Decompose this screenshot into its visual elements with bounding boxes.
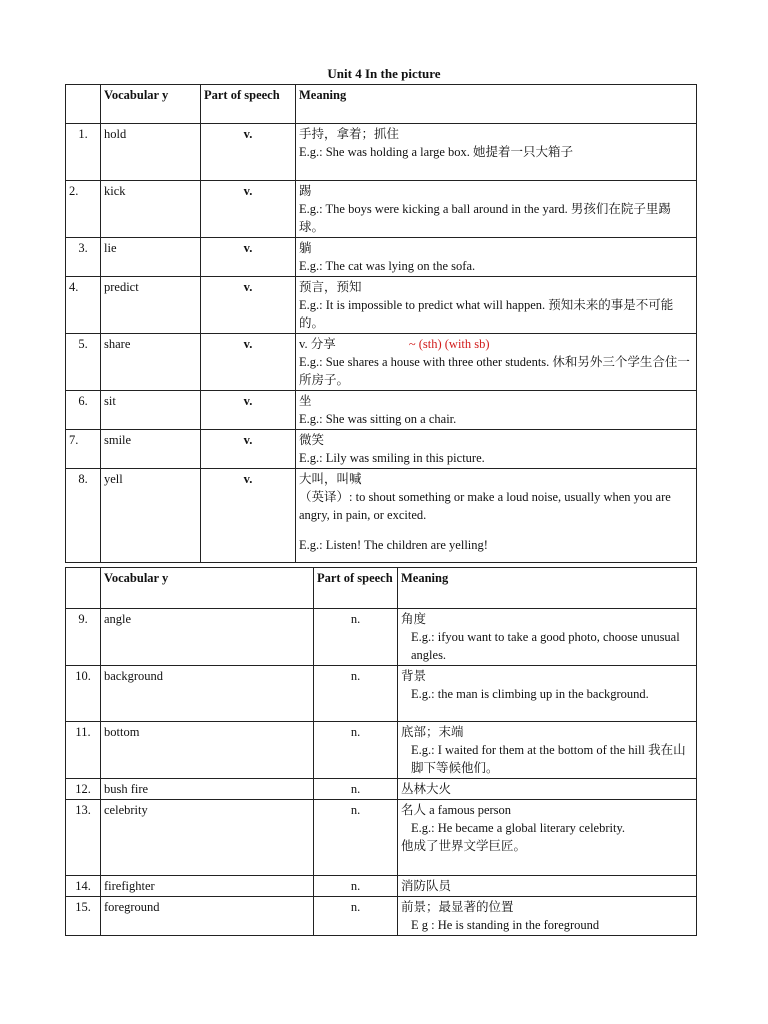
- header-number: [66, 85, 101, 124]
- row-meaning-cell: [296, 391, 697, 430]
- row-number: 2.: [66, 181, 101, 238]
- row-number: 15.: [66, 897, 101, 936]
- row-meaning-cell: [296, 181, 697, 238]
- row-meaning-cell: [296, 430, 697, 469]
- page-title: Unit 4 In the picture: [327, 66, 441, 81]
- row-meaning: 预言，预知: [299, 280, 362, 294]
- row-word: smile: [101, 430, 201, 469]
- row-word: share: [101, 334, 201, 391]
- row-definition: （英译）: to shout something or make a loud noise, usually when you are angry, in pain, or excited.: [299, 490, 671, 522]
- header-number: [66, 568, 101, 609]
- row-pos: n.: [314, 800, 398, 876]
- row-number: 10.: [66, 666, 101, 722]
- row-meaning: 消防队员: [401, 879, 452, 893]
- row-meaning: 底部；末端: [401, 725, 464, 739]
- row-meaning: 坐: [299, 394, 312, 408]
- row-number: 8.: [66, 469, 101, 563]
- table-row: [66, 897, 697, 936]
- row-meaning: 微笑: [299, 433, 325, 447]
- header-meaning: Meaning: [398, 568, 697, 609]
- row-meaning: 角度: [401, 612, 427, 626]
- vocabulary-table-verbs: [65, 84, 697, 563]
- table-row: [66, 469, 697, 563]
- row-example: E.g.: She was holding a large box. 她提着一只大箱子: [299, 145, 574, 159]
- row-meaning-cell: [398, 779, 697, 800]
- row-number: 1.: [66, 124, 101, 181]
- row-meaning-cell: [296, 124, 697, 181]
- header-part-of-speech: Part of speech: [314, 568, 398, 609]
- table-row: [66, 666, 697, 722]
- row-pos: v.: [201, 391, 296, 430]
- row-word: celebrity: [101, 800, 314, 876]
- row-meaning: v. 分享: [299, 337, 336, 351]
- row-pos: v.: [201, 277, 296, 334]
- row-meaning-cell: [398, 609, 697, 666]
- table-row: [66, 876, 697, 897]
- row-word: sit: [101, 391, 201, 430]
- row-example: E.g.: the man is climbing up in the background.: [411, 687, 649, 701]
- row-meaning: 躺: [299, 241, 312, 255]
- row-meaning: 名人 a famous person: [401, 803, 512, 817]
- vocabulary-table-nouns: [65, 567, 697, 936]
- row-meaning-cell: [296, 277, 697, 334]
- row-example: E.g.: Sue shares a house with three other students. 休和另外三个学生合住一所房子。: [299, 355, 690, 387]
- row-meaning-cell: [398, 876, 697, 897]
- row-meaning: 丛林大火: [401, 782, 452, 796]
- row-pos: n.: [314, 609, 398, 666]
- row-example: E.g.: The boys were kicking a ball around in the yard. 男孩们在院子里踢球。: [299, 202, 671, 234]
- header-part-of-speech: Part of speech: [201, 85, 296, 124]
- row-number: 14.: [66, 876, 101, 897]
- table-row: [66, 238, 697, 277]
- row-example: E.g.: ifyou want to take a good photo, choose unusual angles.: [411, 630, 680, 662]
- table-row: [66, 124, 697, 181]
- row-example: E.g.: He became a global literary celebrity.: [411, 821, 626, 835]
- table-header-row: [66, 85, 697, 124]
- table-row: [66, 334, 697, 391]
- header-vocabulary: Vocabular y: [101, 568, 314, 609]
- row-number: 3.: [66, 238, 101, 277]
- row-word: angle: [101, 609, 314, 666]
- table-row: [66, 430, 697, 469]
- row-word: firefighter: [101, 876, 314, 897]
- row-usage-note: ~ (sth) (with sb): [408, 337, 490, 351]
- row-meaning: 背景: [401, 669, 427, 683]
- row-pos: v.: [201, 334, 296, 391]
- row-meaning-cell: [296, 469, 697, 563]
- row-pos: n.: [314, 666, 398, 722]
- row-number: 6.: [66, 391, 101, 430]
- row-meaning-cell: [398, 666, 697, 722]
- row-translation: 他成了世界文学巨匠。: [401, 839, 527, 853]
- row-example: E.g.: She was sitting on a chair.: [299, 412, 457, 426]
- row-word: background: [101, 666, 314, 722]
- row-number: 11.: [66, 722, 101, 779]
- header-meaning: Meaning: [296, 85, 697, 124]
- row-pos: v.: [201, 469, 296, 563]
- row-number: 5.: [66, 334, 101, 391]
- table-row: [66, 277, 697, 334]
- row-meaning-cell: [296, 334, 697, 391]
- row-example: E g : He is standing in the foreground: [411, 918, 600, 932]
- row-number: 4.: [66, 277, 101, 334]
- row-pos: v.: [201, 181, 296, 238]
- row-word: hold: [101, 124, 201, 181]
- row-meaning-cell: [398, 800, 697, 876]
- row-word: bottom: [101, 722, 314, 779]
- row-word: bush fire: [101, 779, 314, 800]
- row-meaning: 前景；最显著的位置: [401, 900, 514, 914]
- row-example: E.g.: I waited for them at the bottom of the hill 我在山脚下等候他们。: [411, 743, 686, 775]
- row-meaning-line: [299, 335, 693, 353]
- row-example: E.g.: It is impossible to predict what will happen. 预知未来的事是不可能的。: [299, 298, 674, 330]
- row-number: 7.: [66, 430, 101, 469]
- row-pos: v.: [201, 430, 296, 469]
- table-row: [66, 800, 697, 876]
- table-row: [66, 722, 697, 779]
- row-example: E.g.: Listen! The children are yelling!: [299, 538, 488, 552]
- row-meaning: 手持，拿着；抓住: [299, 127, 400, 141]
- row-meaning-cell: [398, 897, 697, 936]
- table-row: [66, 181, 697, 238]
- row-example: E.g.: Lily was smiling in this picture.: [299, 451, 485, 465]
- row-meaning-cell: [398, 722, 697, 779]
- row-meaning: 大叫，叫喊: [299, 472, 362, 486]
- row-meaning-cell: [296, 238, 697, 277]
- row-pos: n.: [314, 897, 398, 936]
- row-word: lie: [101, 238, 201, 277]
- row-number: 9.: [66, 609, 101, 666]
- row-example: E.g.: The cat was lying on the sofa.: [299, 259, 476, 273]
- row-number: 13.: [66, 800, 101, 876]
- row-pos: n.: [314, 876, 398, 897]
- row-word: kick: [101, 181, 201, 238]
- row-meaning: 踢: [299, 184, 312, 198]
- header-vocabulary: Vocabular y: [101, 85, 201, 124]
- row-pos: v.: [201, 238, 296, 277]
- row-word: foreground: [101, 897, 314, 936]
- table-row: [66, 779, 697, 800]
- row-word: yell: [101, 469, 201, 563]
- table-header-row: [66, 568, 697, 609]
- row-pos: v.: [201, 124, 296, 181]
- row-pos: n.: [314, 779, 398, 800]
- table-row: [66, 609, 697, 666]
- spacer: [299, 524, 693, 536]
- table-row: [66, 391, 697, 430]
- row-pos: n.: [314, 722, 398, 779]
- row-word: predict: [101, 277, 201, 334]
- row-number: 12.: [66, 779, 101, 800]
